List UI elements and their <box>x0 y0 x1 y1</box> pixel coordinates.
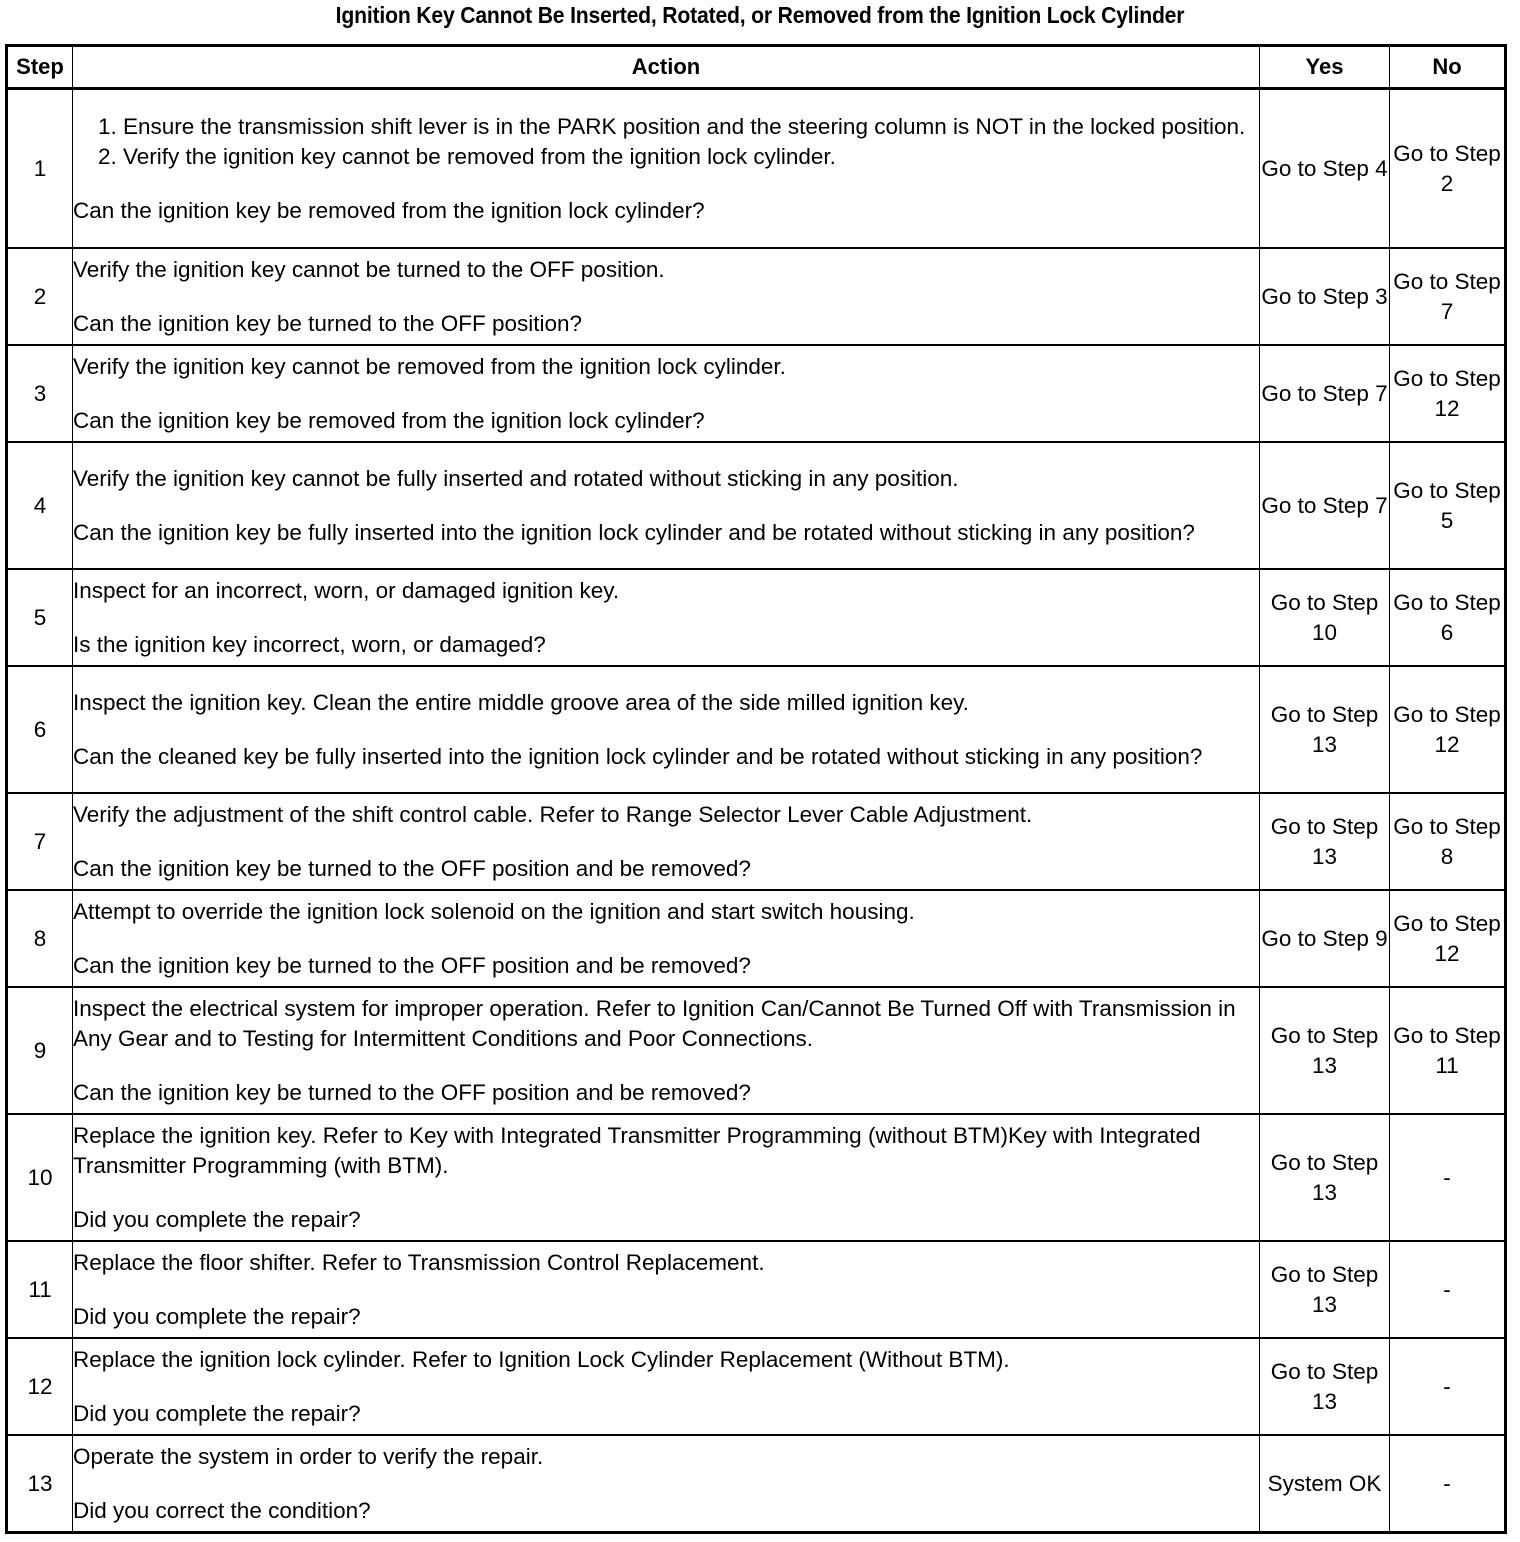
yes-link[interactable]: Go to Step 13 <box>1260 666 1390 793</box>
action-cell <box>73 793 1260 890</box>
table-row <box>7 442 1506 569</box>
yes-link[interactable]: Go to Step 13 <box>1260 1338 1390 1435</box>
step-number: 12 <box>7 1338 73 1435</box>
action-instruction: Verify the adjustment of the shift control cable. Refer to Range Selector Lever Cable Adjustment. <box>73 801 1033 827</box>
step-number: 9 <box>7 987 73 1114</box>
action-cell <box>73 89 1260 249</box>
step-number: 6 <box>7 666 73 793</box>
action-question: Did you complete the repair? <box>73 1303 361 1329</box>
action-instruction: Attempt to override the ignition lock solenoid on the ignition and start switch housing. <box>73 898 915 924</box>
no-link[interactable]: Go to Step 6 <box>1390 569 1506 666</box>
action-instruction: Replace the ignition lock cylinder. Refer to Ignition Lock Cylinder Replacement (Without BTM). <box>73 1346 1010 1372</box>
no-link[interactable]: Go to Step 12 <box>1390 345 1506 442</box>
action-question: Did you complete the repair? <box>73 1206 361 1232</box>
action-cell <box>73 345 1260 442</box>
header-no: No <box>1390 46 1506 89</box>
action-instruction: Replace the ignition key. Refer to Key with Integrated Transmitter Programming (without BTM)Key with Integrated Transmitter Programming (with BTM). <box>73 1122 1201 1178</box>
step-number: 3 <box>7 345 73 442</box>
step-number: 1 <box>7 89 73 249</box>
yes-link[interactable]: Go to Step 3 <box>1260 248 1390 345</box>
no-link[interactable]: Go to Step 8 <box>1390 793 1506 890</box>
header-step: Step <box>7 46 73 89</box>
no-link[interactable]: Go to Step 2 <box>1390 89 1506 249</box>
action-cell <box>73 890 1260 987</box>
action-instruction: Verify the ignition key cannot be fully inserted and rotated without sticking in any position. <box>73 465 959 491</box>
yes-link[interactable]: Go to Step 4 <box>1260 89 1390 249</box>
action-cell <box>73 569 1260 666</box>
table-row <box>7 987 1506 1114</box>
no-link[interactable]: Go to Step 5 <box>1390 442 1506 569</box>
action-question: Can the ignition key be turned to the OFF position and be removed? <box>73 1079 751 1105</box>
table-row <box>7 793 1506 890</box>
step-number: 5 <box>7 569 73 666</box>
table-row <box>7 569 1506 666</box>
yes-result: System OK <box>1260 1435 1390 1533</box>
table-row <box>7 345 1506 442</box>
yes-link[interactable]: Go to Step 13 <box>1260 987 1390 1114</box>
yes-link[interactable]: Go to Step 7 <box>1260 345 1390 442</box>
step-number: 4 <box>7 442 73 569</box>
step-number: 11 <box>7 1241 73 1338</box>
action-instruction: Replace the floor shifter. Refer to Transmission Control Replacement. <box>73 1249 765 1275</box>
no-value: - <box>1390 1241 1506 1338</box>
yes-link[interactable]: Go to Step 13 <box>1260 793 1390 890</box>
table-header-row <box>7 46 1506 89</box>
yes-link[interactable]: Go to Step 13 <box>1260 1114 1390 1241</box>
action-instruction: Inspect for an incorrect, worn, or damaged ignition key. <box>73 577 620 603</box>
action-question: Can the ignition key be turned to the OFF position and be removed? <box>73 855 751 881</box>
no-link[interactable]: Go to Step 11 <box>1390 987 1506 1114</box>
action-instruction: Inspect the electrical system for improper operation. Refer to Ignition Can/Cannot Be Turned Off with Transmission in Any Gear and to Testing for Intermittent Conditions and Poor Connections. <box>73 995 1236 1051</box>
document-title: Ignition Key Cannot Be Inserted, Rotated, or Removed from the Ignition Lock Cylinder <box>335 2 1185 28</box>
diagnostic-table <box>5 44 1507 1534</box>
no-link[interactable]: Go to Step 7 <box>1390 248 1506 345</box>
table-row <box>7 1435 1506 1533</box>
action-question: Can the ignition key be fully inserted into the ignition lock cylinder and be rotated without sticking in any position? <box>73 519 1195 545</box>
action-cell <box>73 1338 1260 1435</box>
action-cell <box>73 666 1260 793</box>
header-action: Action <box>73 46 1260 89</box>
action-question: Can the ignition key be removed from the ignition lock cylinder? <box>73 197 705 223</box>
yes-link[interactable]: Go to Step 9 <box>1260 890 1390 987</box>
step-number: 13 <box>7 1435 73 1533</box>
action-instruction: Verify the ignition key cannot be removed from the ignition lock cylinder. <box>73 353 786 379</box>
yes-link[interactable]: Go to Step 7 <box>1260 442 1390 569</box>
step-number: 10 <box>7 1114 73 1241</box>
action-instruction: Verify the ignition key cannot be turned to the OFF position. <box>73 256 665 282</box>
step-number: 7 <box>7 793 73 890</box>
no-value: - <box>1390 1435 1506 1533</box>
table-row <box>7 1114 1506 1241</box>
action-question: Can the ignition key be turned to the OFF position and be removed? <box>73 952 751 978</box>
action-cell <box>73 1114 1260 1241</box>
action-cell <box>73 442 1260 569</box>
action-question: Is the ignition key incorrect, worn, or damaged? <box>73 631 546 657</box>
action-question: Did you complete the repair? <box>73 1400 361 1426</box>
step-number: 8 <box>7 890 73 987</box>
action-question: Can the cleaned key be fully inserted into the ignition lock cylinder and be rotated without sticking in any position? <box>73 743 1203 769</box>
action-instruction: Inspect the ignition key. Clean the entire middle groove area of the side milled ignition key. <box>73 689 969 715</box>
table-row <box>7 1338 1506 1435</box>
yes-link[interactable]: Go to Step 13 <box>1260 1241 1390 1338</box>
action-list <box>73 112 1259 172</box>
table-row <box>7 890 1506 987</box>
action-cell <box>73 1241 1260 1338</box>
action-cell <box>73 248 1260 345</box>
no-value: - <box>1390 1114 1506 1241</box>
action-question: Can the ignition key be turned to the OFF position? <box>73 310 583 336</box>
table-row <box>7 89 1506 249</box>
no-link[interactable]: Go to Step 12 <box>1390 890 1506 987</box>
action-instruction: Operate the system in order to verify the repair. <box>73 1443 544 1469</box>
table-row <box>7 1241 1506 1338</box>
yes-link[interactable]: Go to Step 10 <box>1260 569 1390 666</box>
no-link[interactable]: Go to Step 12 <box>1390 666 1506 793</box>
action-question: Can the ignition key be removed from the ignition lock cylinder? <box>73 407 705 433</box>
action-question: Did you correct the condition? <box>73 1497 371 1523</box>
step-number: 2 <box>7 248 73 345</box>
header-yes: Yes <box>1260 46 1390 89</box>
action-list-item: 2. Verify the ignition key cannot be removed from the ignition lock cylinder. <box>123 142 1259 172</box>
action-list-item: 1. Ensure the transmission shift lever is in the PARK position and the steering column is NOT in the locked position. <box>123 112 1259 142</box>
table-row <box>7 248 1506 345</box>
action-cell <box>73 987 1260 1114</box>
table-row <box>7 666 1506 793</box>
action-cell <box>73 1435 1260 1533</box>
no-value: - <box>1390 1338 1506 1435</box>
